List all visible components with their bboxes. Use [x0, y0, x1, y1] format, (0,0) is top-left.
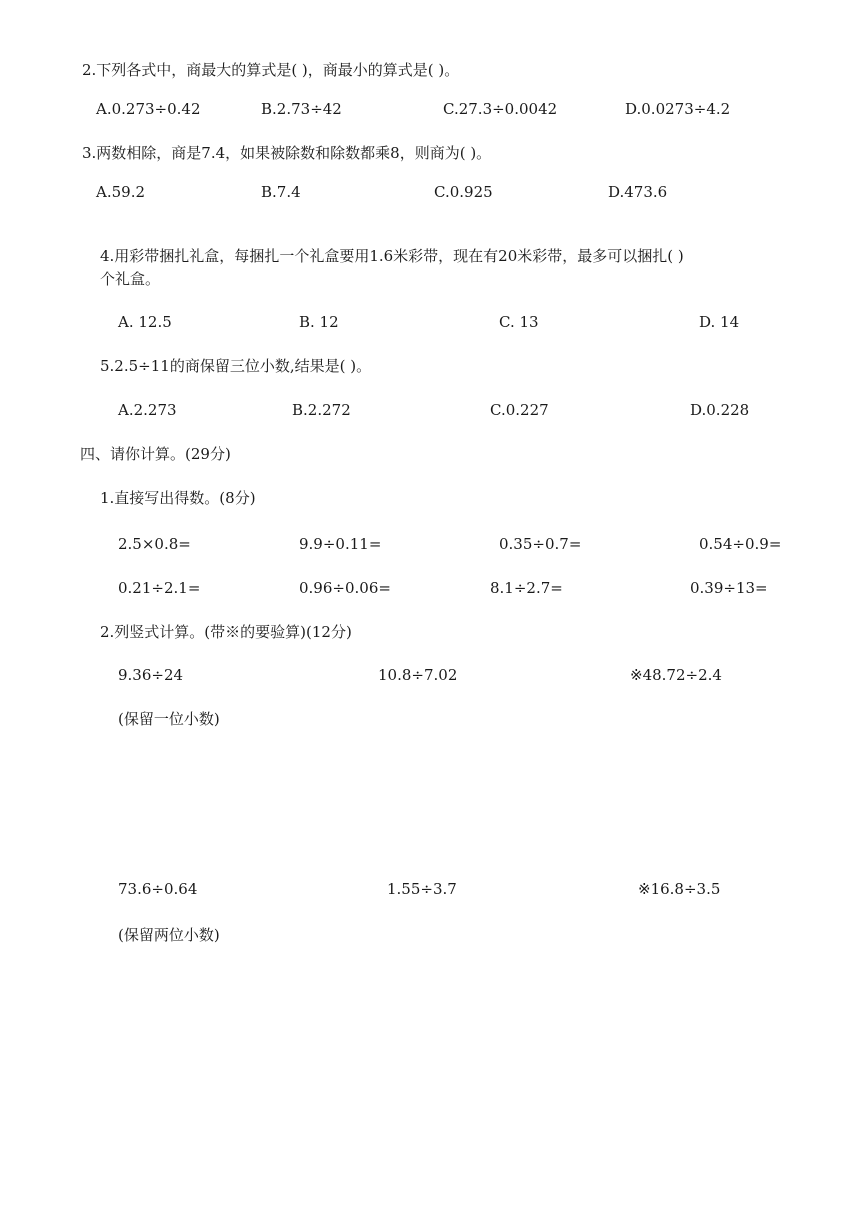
q4-stem-line1: 4.用彩带捆扎礼盒，每捆扎一个礼盒要用1.6米彩带，现在有20米彩带，最多可以捆扎( ) — [100, 247, 684, 265]
q2-option-a: A.0.273÷0.42 — [96, 100, 201, 118]
q2-option-d: D.0.0273÷4.2 — [625, 100, 731, 118]
rounding-note-2: (保留两位小数) — [118, 926, 220, 944]
rounding-note-1: (保留一位小数) — [118, 710, 220, 728]
vertical-calc-6: ※16.8÷3.5 — [638, 880, 721, 898]
mental-calc-6: 0.96÷0.06= — [299, 579, 391, 597]
vertical-calc-2: 10.8÷7.02 — [378, 666, 458, 684]
vertical-calc-4: 73.6÷0.64 — [118, 880, 198, 898]
mental-calc-3: 0.35÷0.7= — [499, 535, 582, 553]
mental-calc-5: 0.21÷2.1= — [118, 579, 201, 597]
q4-stem-line2: 个礼盒。 — [100, 270, 161, 288]
q3-stem: 3.两数相除，商是7.4，如果被除数和除数都乘8，则商为( )。 — [82, 144, 492, 162]
q2-option-b: B.2.73÷42 — [261, 100, 342, 118]
vertical-calc-5: 1.55÷3.7 — [387, 880, 457, 898]
q3-option-c: C.0.925 — [434, 183, 493, 201]
q3-option-a: A.59.2 — [96, 183, 145, 201]
q4-option-a: A. 12.5 — [118, 313, 172, 331]
q5-option-a: A.2.273 — [118, 401, 177, 419]
mental-calc-4: 0.54÷0.9= — [699, 535, 782, 553]
mental-calc-7: 8.1÷2.7= — [490, 579, 563, 597]
q2-option-c: C.27.3÷0.0042 — [443, 100, 558, 118]
q5-option-b: B.2.272 — [292, 401, 351, 419]
q3-option-d: D.473.6 — [608, 183, 668, 201]
vertical-calc-1: 9.36÷24 — [118, 666, 184, 684]
mental-calc-8: 0.39÷13= — [690, 579, 768, 597]
part2-title: 2.列竖式计算。(带※的要验算)(12分) — [100, 623, 352, 641]
vertical-calc-3: ※48.72÷2.4 — [630, 666, 722, 684]
q5-stem: 5.2.5÷11的商保留三位小数,结果是( )。 — [100, 357, 372, 375]
part1-title: 1.直接写出得数。(8分) — [100, 489, 256, 507]
q5-option-d: D.0.228 — [690, 401, 750, 419]
mental-calc-1: 2.5×0.8= — [118, 535, 191, 553]
mental-calc-2: 9.9÷0.11= — [299, 535, 382, 553]
q4-option-c: C. 13 — [499, 313, 539, 331]
q4-option-b: B. 12 — [299, 313, 339, 331]
q2-stem: 2.下列各式中，商最大的算式是( )，商最小的算式是( )。 — [82, 61, 460, 79]
section4-title: 四、请你计算。(29分) — [80, 445, 231, 463]
q3-option-b: B.7.4 — [261, 183, 301, 201]
q4-option-d: D. 14 — [699, 313, 740, 331]
q5-option-c: C.0.227 — [490, 401, 549, 419]
